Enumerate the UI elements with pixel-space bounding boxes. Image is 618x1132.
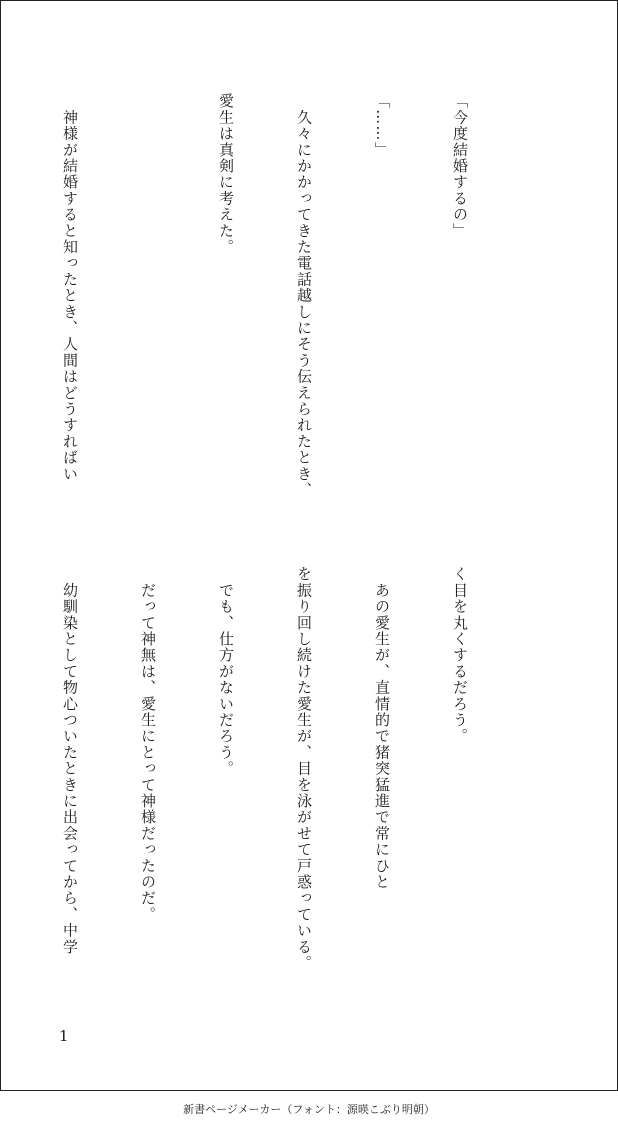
text-line: く目を丸くするだろう。 [451,566,469,745]
text-line: 幼馴染として物心ついたときに出会ってから、中学 [61,566,79,955]
footer-credit: 新書ページメーカー（フォント：源暎こぶり明朝） [183,1103,435,1116]
text-line [135,93,161,513]
text-line: でも、仕方がないだろう。 [217,566,235,777]
text-line [0,93,5,513]
text-line: 「今度結婚するの」 [451,93,469,239]
text-line: 「……」 [373,93,391,158]
text-line: 愛生は真剣に考えた。 [217,93,235,255]
text-block-lower [0,566,525,986]
text-block-upper [0,93,525,513]
text-line: 神様が結婚すると知ったとき、人間はどうすればい [61,93,79,482]
text-line [0,566,5,986]
text-line: を振り回し続けた愛生が、目を泳がせて戸惑っている。 [295,566,313,971]
text-line: 久々にかかってきた電話越しにそう伝えられたとき、 [295,93,313,498]
page-number: 1 [59,1027,69,1045]
text-line: だって神無は、愛生にとって神様だったのだ。 [139,566,157,923]
text-line: あの愛生が、直情的で猪突猛進で常にひと [373,566,391,890]
